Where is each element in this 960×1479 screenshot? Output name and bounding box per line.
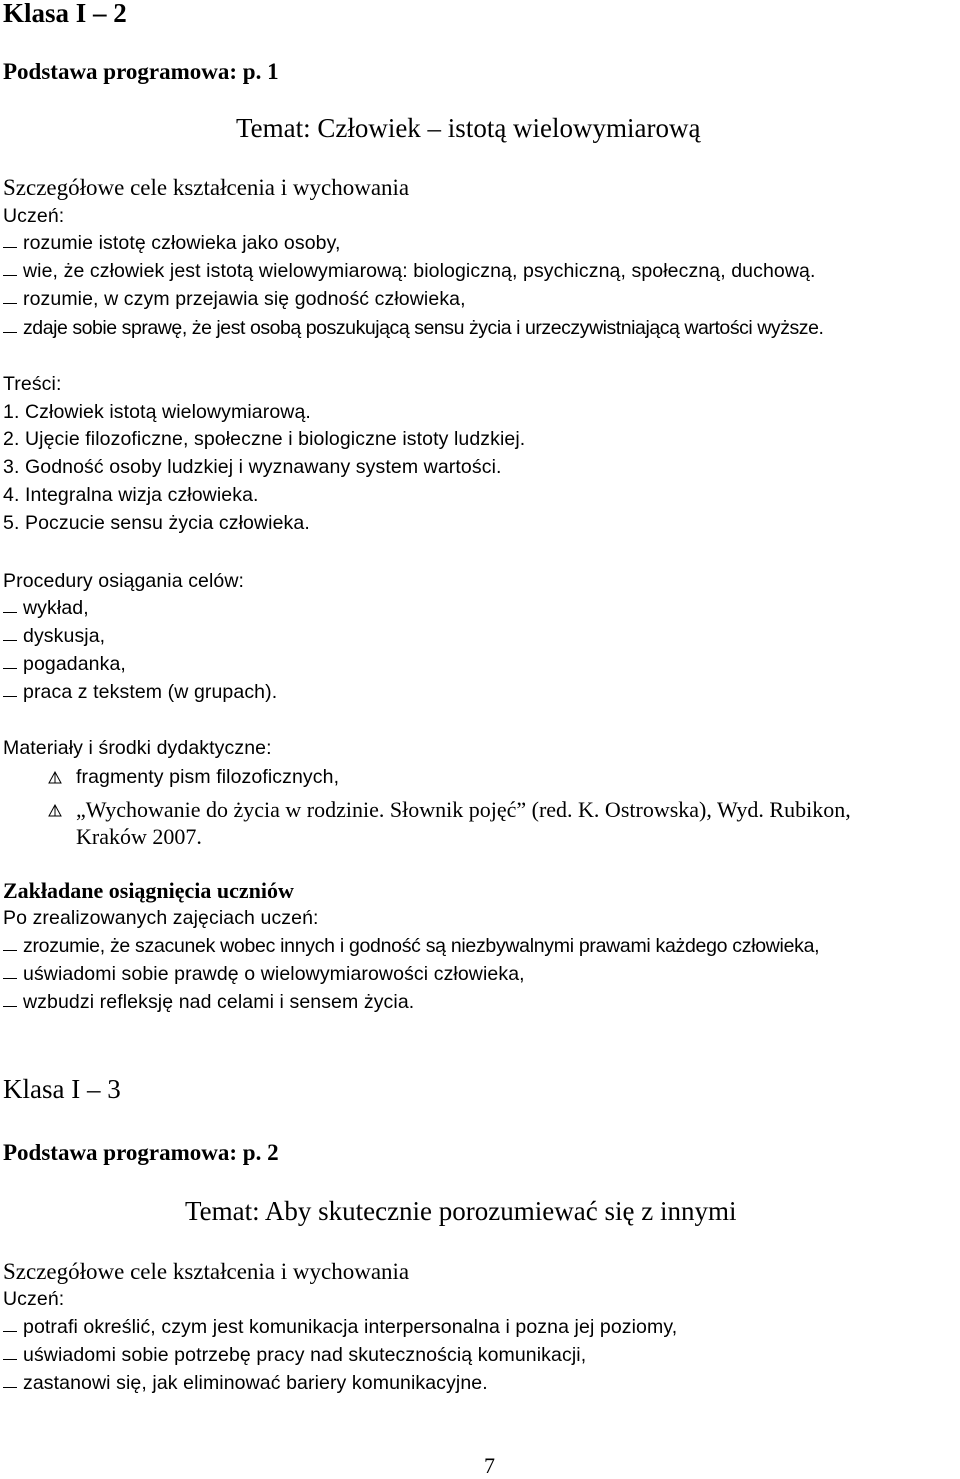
dash-marker	[3, 640, 17, 641]
class-title: Klasa I – 2	[3, 0, 127, 28]
goal-item: wie, że człowiek jest istotą wielowymiarową: biologiczną, psychiczną, społeczną, duchową.	[3, 260, 816, 283]
triangle-bullet-icon	[48, 771, 62, 785]
outcomes-heading: Zakładane osiągnięcia uczniów	[3, 878, 294, 903]
page-number: 7	[484, 1453, 495, 1478]
procedure-item: dyskusja,	[3, 625, 105, 648]
dash-marker	[3, 332, 17, 333]
dash-marker	[3, 275, 17, 276]
class-title: Klasa I – 3	[3, 1074, 121, 1104]
dash-marker	[3, 1331, 17, 1332]
dash-marker	[3, 1006, 17, 1007]
outcome-item: wzbudzi refleksję nad celami i sensem życia.	[3, 991, 414, 1014]
procedure-item: praca z tekstem (w grupach).	[3, 681, 277, 704]
material-item: „Wychowanie do życia w rodzinie. Słownik pojęć” (red. K. Ostrowska), Wyd. Rubikon,	[76, 797, 851, 822]
goal-item: zastanowi się, jak eliminować bariery komunikacyjne.	[3, 1372, 488, 1395]
content-item: 1. Człowiek istotą wielowymiarową.	[3, 401, 311, 423]
dash-marker	[3, 247, 17, 248]
material-item-continuation: Kraków 2007.	[76, 824, 202, 849]
goal-item: potrafi określić, czym jest komunikacja interpersonalna i pozna jej poziomy,	[3, 1316, 677, 1339]
outcomes-intro: Po zrealizowanych zajęciach uczeń:	[3, 907, 319, 929]
content-heading: Treści:	[3, 373, 62, 395]
dash-marker	[3, 978, 17, 979]
content-item: 2. Ujęcie filozoficzne, społeczne i biologiczne istoty ludzkiej.	[3, 428, 526, 450]
curriculum-basis: Podstawa programowa: p. 2	[3, 1140, 279, 1165]
triangle-bullet-icon	[48, 804, 62, 818]
goal-item: rozumie, w czym przejawia się godność człowieka,	[3, 288, 466, 311]
outcome-item: uświadomi sobie prawdę o wielowymiarowości człowieka,	[3, 963, 525, 986]
goal-item: uświadomi sobie potrzebę pracy nad skutecznością komunikacji,	[3, 1344, 586, 1367]
procedures-heading: Procedury osiągania celów:	[3, 570, 245, 592]
content-item: 3. Godność osoby ludzkiej i wyznawany system wartości.	[3, 456, 502, 478]
procedure-item: pogadanka,	[3, 653, 126, 676]
dash-marker	[3, 303, 17, 304]
material-item: fragmenty pism filozoficznych,	[76, 766, 340, 788]
materials-heading: Materiały i środki dydaktyczne:	[3, 737, 272, 759]
dash-marker	[3, 612, 17, 613]
curriculum-basis: Podstawa programowa: p. 1	[3, 59, 279, 84]
goal-item: zdaje sobie sprawę, że jest osobą poszukującą sensu życia i urzeczywistniającą wartości wyższe.	[3, 317, 823, 340]
dash-marker	[3, 950, 17, 951]
dash-marker	[3, 696, 17, 697]
lesson-topic: Temat: Aby skutecznie porozumiewać się z innymi	[185, 1196, 737, 1226]
goals-heading: Szczegółowe cele kształcenia i wychowania	[3, 175, 410, 200]
goal-item: rozumie istotę człowieka jako osoby,	[3, 232, 341, 255]
content-item: 4. Integralna wizja człowieka.	[3, 484, 259, 506]
outcome-item: zrozumie, że szacunek wobec innych i godność są niezbywalnymi prawami każdego człowieka,	[3, 935, 819, 958]
student-label: Uczeń:	[3, 1288, 65, 1310]
content-item: 5. Poczucie sensu życia człowieka.	[3, 512, 310, 534]
dash-marker	[3, 668, 17, 669]
lesson-topic: Temat: Człowiek – istotą wielowymiarową	[236, 113, 701, 143]
procedure-item: wykład,	[3, 597, 89, 620]
goals-heading: Szczegółowe cele kształcenia i wychowania	[3, 1259, 410, 1284]
dash-marker	[3, 1359, 17, 1360]
dash-marker	[3, 1387, 17, 1388]
student-label: Uczeń:	[3, 205, 65, 227]
